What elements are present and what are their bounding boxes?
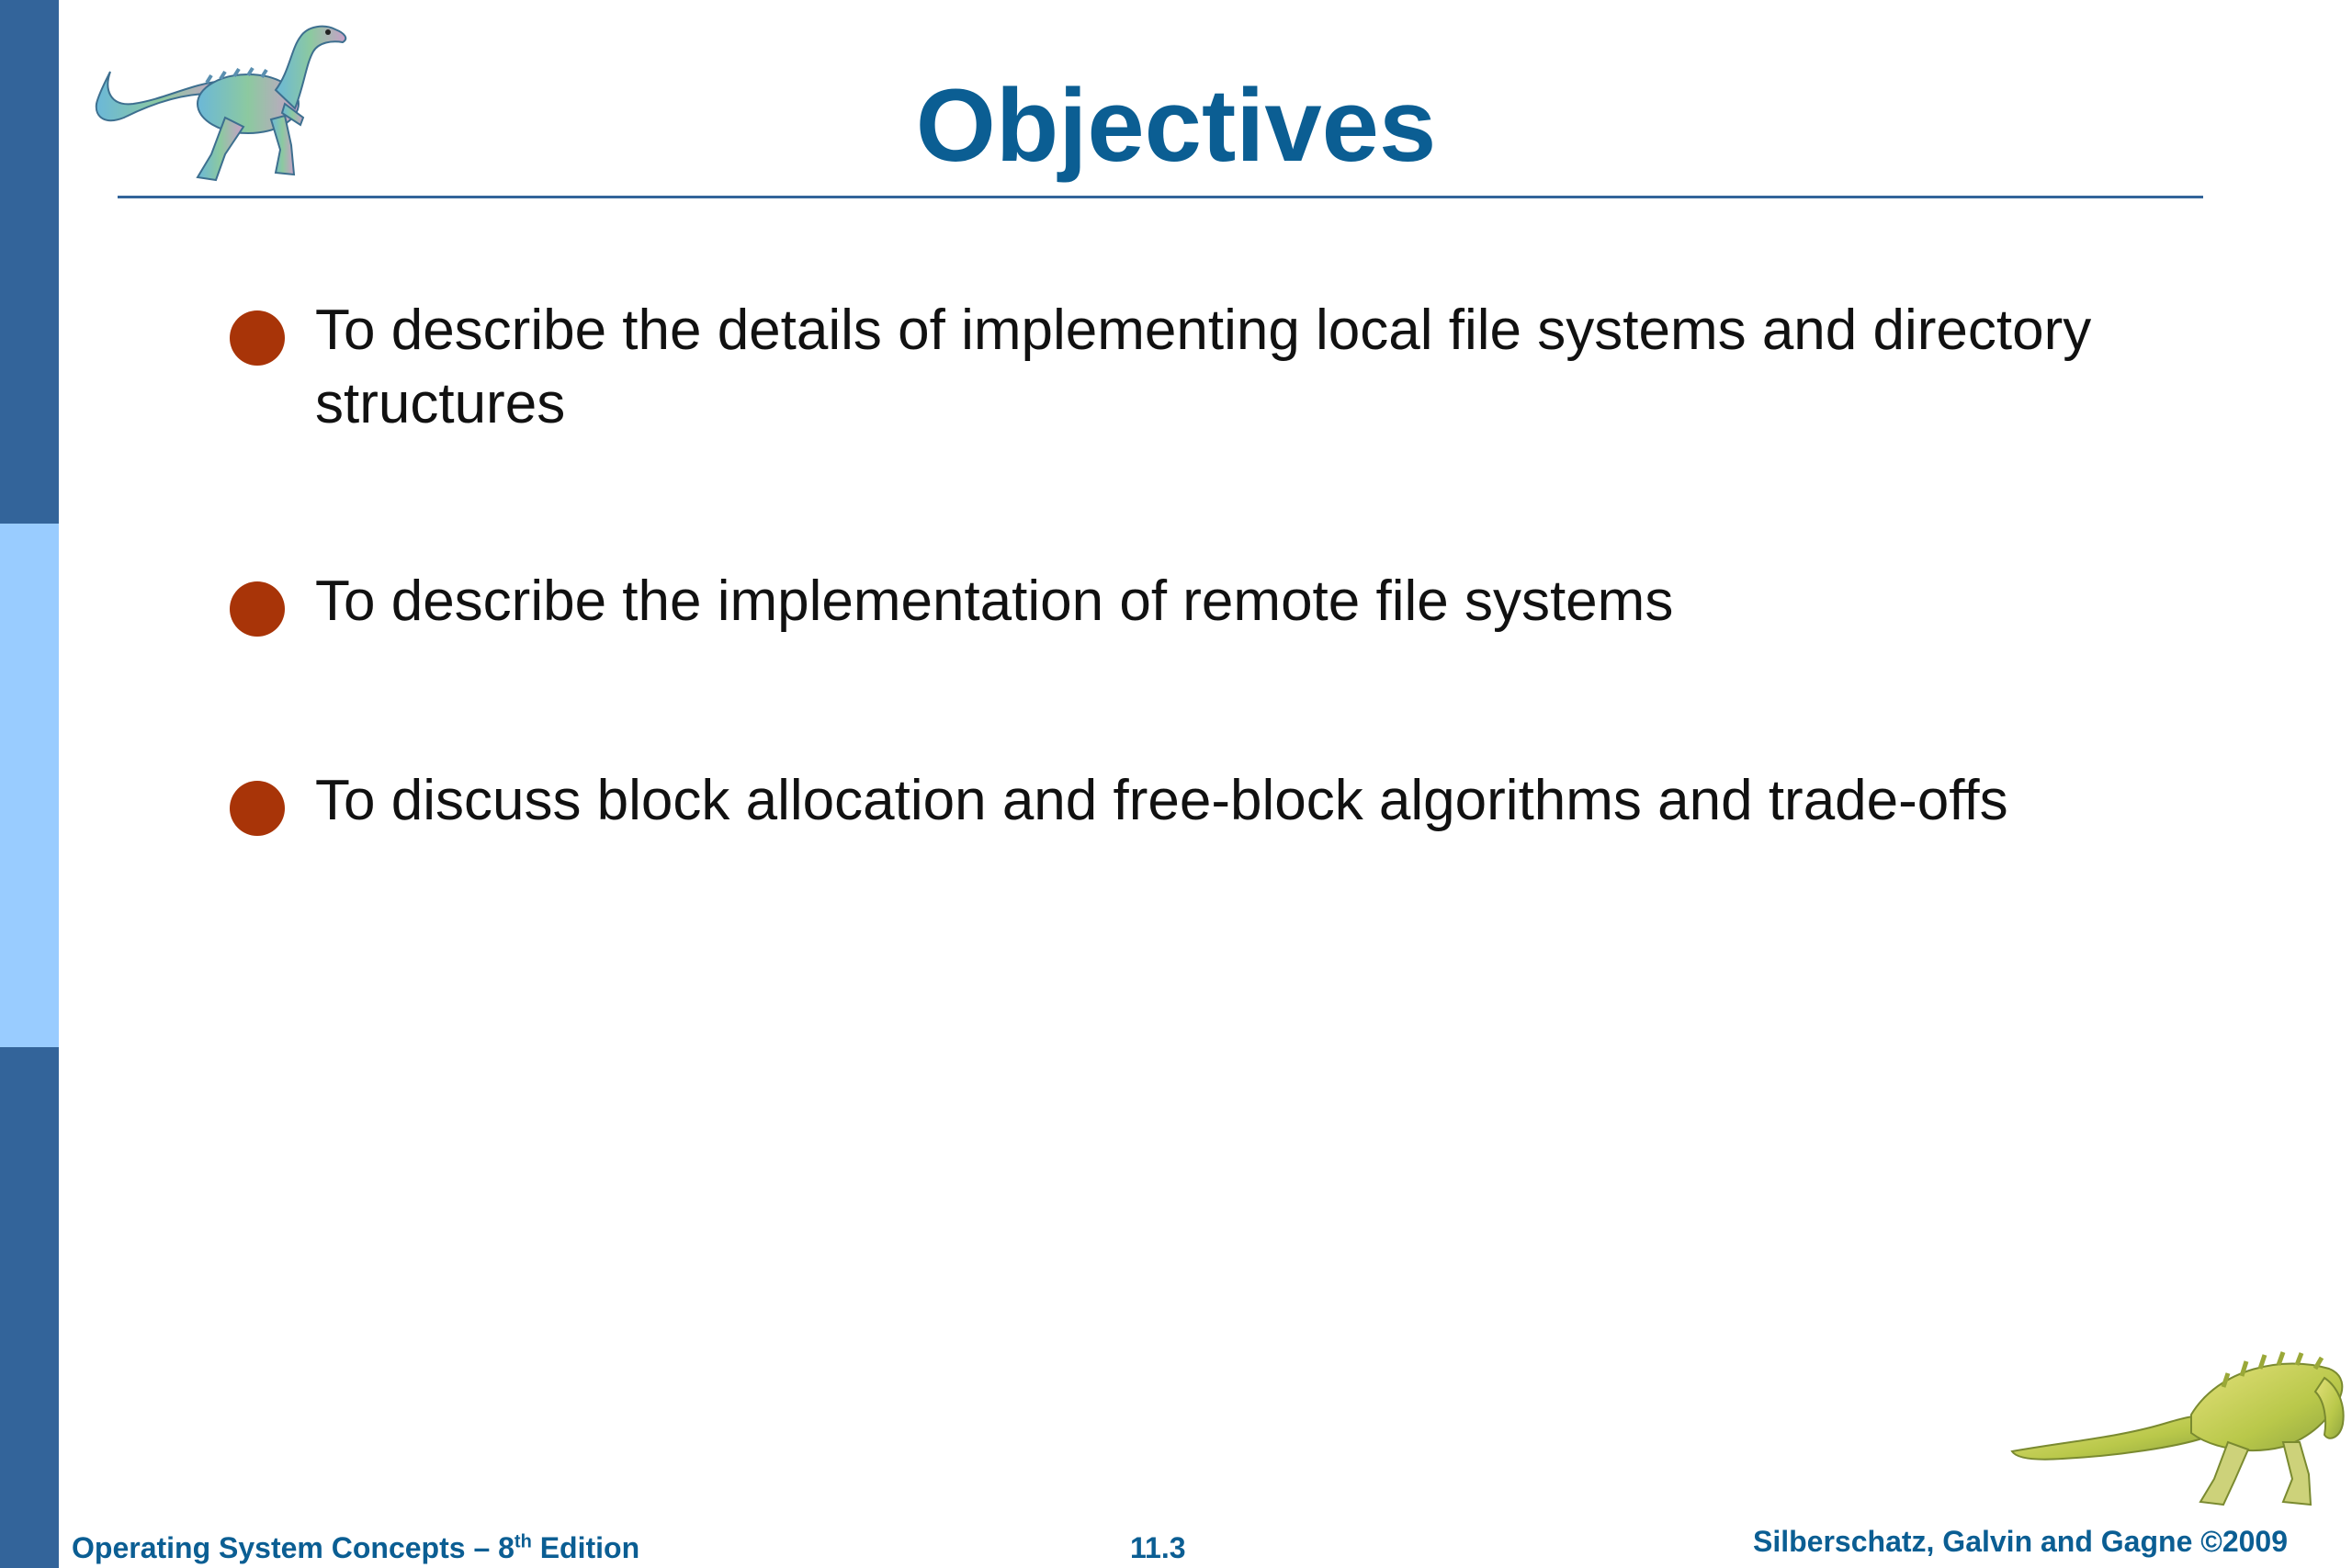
bullet-dot-icon <box>230 310 285 366</box>
bullet-text: To describe the details of implementing local file systems and directory structures <box>315 299 2092 435</box>
footer-authors: Silberschatz, Galvin and Gagne ©2009 <box>1753 1525 2289 1558</box>
sidebar-bar <box>0 0 59 1568</box>
sidebar-segment-bottom <box>0 1047 59 1568</box>
slide-title: Objectives <box>915 68 1437 183</box>
bullet-dot-icon <box>230 581 285 637</box>
sidebar-segment-middle <box>0 524 59 1047</box>
dinosaur-icon <box>2007 1350 2347 1511</box>
bullet-text: To discuss block allocation and free-block algorithms and trade-offs <box>315 769 2008 832</box>
footer-page-number: 11.3 <box>1130 1531 1186 1564</box>
bullet-dot-icon <box>230 781 285 836</box>
footer-book-title: Operating System Concepts – 8th Edition <box>72 1531 640 1564</box>
bullet-text: To describe the implementation of remote file systems <box>315 570 1674 633</box>
title-divider <box>118 196 2203 198</box>
